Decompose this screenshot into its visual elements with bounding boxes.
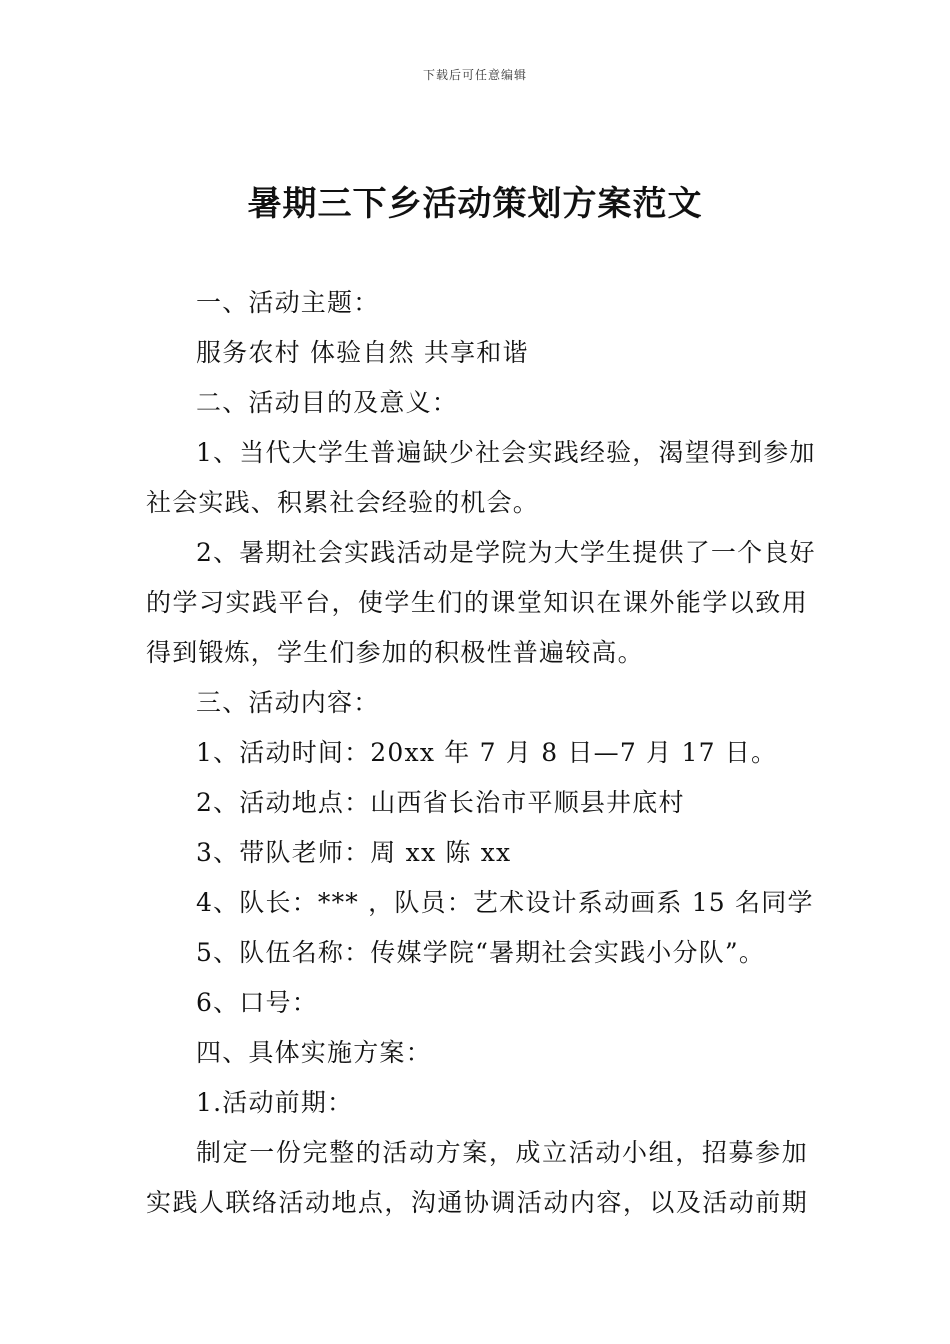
subsection-heading: 1.活动前期：: [196, 1088, 354, 1117]
section-heading: 二、活动目的及意义：: [196, 388, 459, 417]
paragraph-line: 制定一份完整的活动方案，成立活动小组，招募参加: [196, 1138, 808, 1167]
document-body: [146, 278, 816, 1228]
paragraph-line: 得到锻炼，学生们参加的积极性普遍较高。: [146, 638, 644, 667]
list-item: 3、带队老师：周 xx 陈 xx: [196, 838, 512, 867]
header-note: 下载后可任意编辑: [422, 68, 527, 82]
list-item: 2、活动地点：山西省长治市平顺县井底村: [196, 788, 685, 817]
list-item: 6、口号：: [196, 988, 318, 1017]
paragraph-line: 社会实践、积累社会经验的机会。: [146, 488, 540, 517]
paragraph-line: 2、暑期社会实践活动是学院为大学生提供了一个良好: [196, 538, 816, 567]
list-item: 1、活动时间：20xx 年 7 月 8 日—7 月 17 日。: [196, 738, 778, 767]
paragraph-line: 服务农村 体验自然 共享和谐: [196, 338, 529, 367]
list-item: 4、队长：*** ，队员：艺术设计系动画系 15 名同学: [196, 888, 814, 917]
paragraph-line: 1、当代大学生普遍缺少社会实践经验，渴望得到参加: [196, 438, 816, 467]
list-item: 5、队伍名称：传媒学院“暑期社会实践小分队”。: [196, 938, 766, 967]
section-heading: 四、具体实施方案：: [196, 1038, 432, 1067]
section-heading: 一、活动主题：: [196, 288, 380, 317]
paragraph-line: 的学习实践平台，使学生们的课堂知识在课外能学以致用: [146, 588, 808, 617]
section-heading: 三、活动内容：: [196, 688, 380, 717]
paragraph-line: 实践人联络活动地点，沟通协调活动内容，以及活动前期: [146, 1188, 808, 1217]
document-title: 暑期三下乡活动策划方案范文: [247, 184, 703, 224]
